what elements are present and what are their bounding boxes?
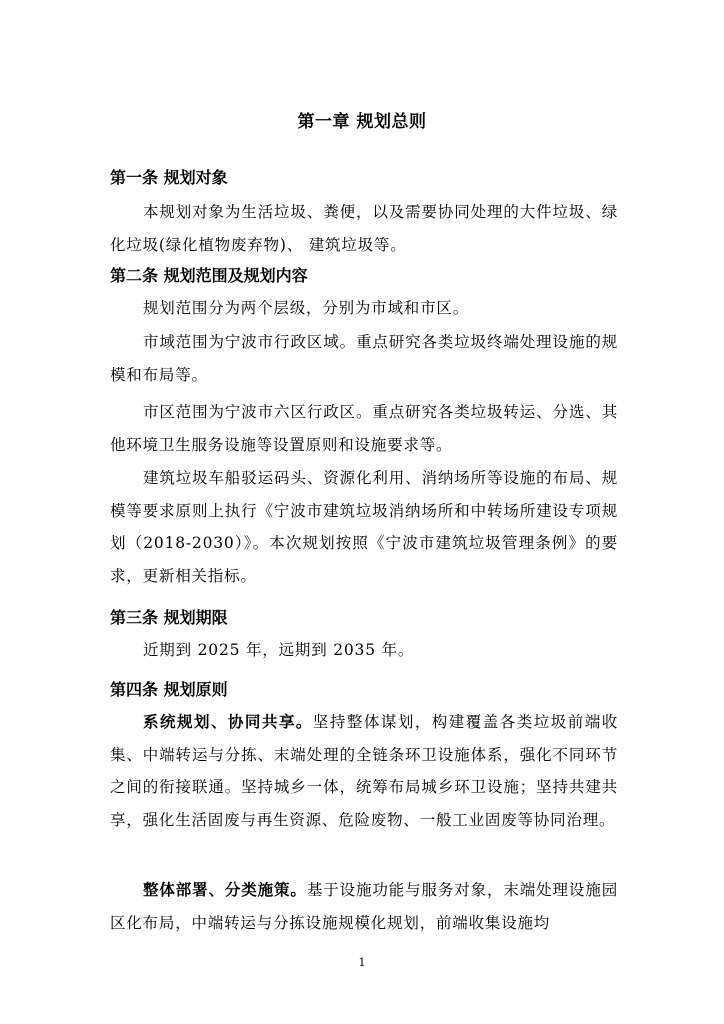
principle-text-2: 基于设施功能与服务对象，末端处理设施园区化布局，中端转运与分拣设施规模化规划，前端收集设施均 — [110, 881, 618, 932]
section-2-paragraph-2: 市域范围为宁波市行政区域。重点研究各类垃圾终端处理设施的规模和布局等。 — [110, 333, 618, 384]
section-heading-1: 第一条 规划对象 — [110, 168, 228, 187]
page-number: 1 — [358, 956, 366, 969]
section-heading-4: 第四条 规划原则 — [110, 680, 228, 699]
section-2-paragraph-4: 建筑垃圾车船驳运码头、资源化利用、消纳场所等设施的布局、规模等要求原则上执行《宁波市建筑垃圾消纳场所和中转场所建设专项规划（2018-2030）》。本次规划按照《宁波市建筑垃圾管理条例》的要求，更新相关指标。 — [110, 469, 618, 585]
section-2-paragraph-3: 市区范围为宁波市六区行政区。重点研究各类垃圾转运、分选、其他环境卫生服务设施等设置原则和设施要求等。 — [110, 403, 618, 454]
principle-paragraph-2 — [110, 874, 618, 939]
principle-lead-1: 系统规划、协同共享。 — [143, 713, 313, 731]
section-heading-2: 第二条 规划范围及规划内容 — [110, 266, 308, 285]
section-2-paragraph-1: 规划范围分为两个层级，分别为市域和市区。 — [143, 299, 470, 317]
section-3-paragraph-1: 近期到 2025 年，远期到 2035 年。 — [143, 641, 415, 659]
principle-text-1: 坚持整体谋划，构建覆盖各类垃圾前端收集、中端转运与分拣、末端处理的全链条环卫设施体系，强化不同环节之间的衔接联通。坚持城乡一体，统筹布局城乡环卫设施；坚持共建共享，强化生活固废与再生资源、危险废物、一般工业固废等协同治理。 — [110, 713, 618, 829]
principle-lead-2: 整体部署、分类施策。 — [143, 881, 307, 899]
chapter-title: 第一章 规划总则 — [297, 112, 427, 132]
principle-paragraph-1 — [110, 706, 618, 836]
section-1-paragraph-1: 本规划对象为生活垃圾、粪便，以及需要协同处理的大件垃圾、绿化垃圾(绿化植物废弃物)、 建筑垃圾等。 — [110, 203, 618, 254]
section-heading-3: 第三条 规划期限 — [110, 608, 228, 627]
